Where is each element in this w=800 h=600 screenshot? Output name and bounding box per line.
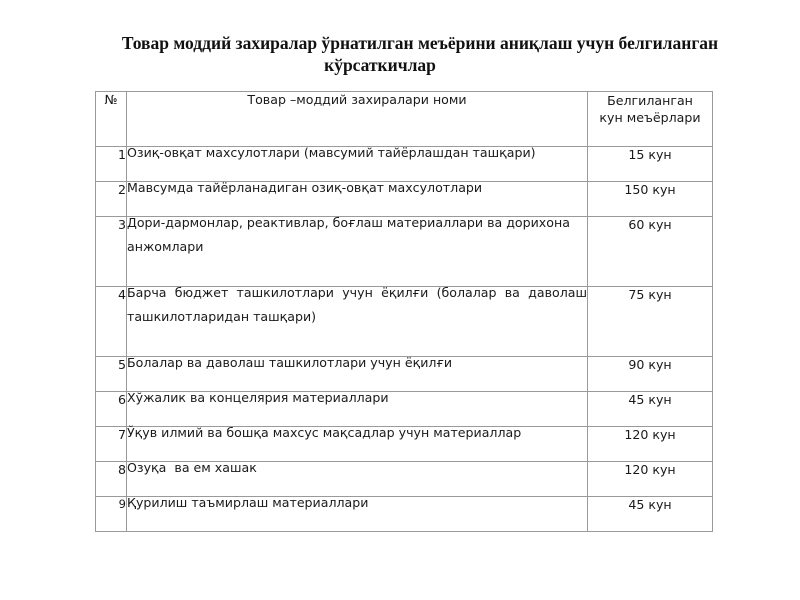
header-number: № [96,92,127,147]
row-norm-days: 90 кун [588,357,713,392]
row-item-name-text: Қурилиш таъмирлаш материаллари [127,495,369,510]
row-number: 9 [96,497,127,532]
row-item-name [127,217,588,287]
row-norm-days: 120 кун [588,427,713,462]
row-item-name-text: Мавсумда тайёрланадиган озиқ-овқат махсулотлари [127,180,483,195]
row-norm-days: 45 кун [588,497,713,532]
header-norm-days-line-2: кун меъёрлари [599,110,701,125]
row-item-name-text: Хўжалик ва концелярия материаллари [127,390,389,405]
row-number: 1 [96,147,127,182]
row-number: 8 [96,462,127,497]
row-norm-days: 15 кун [588,147,713,182]
table-row [96,217,713,287]
header-norm-days-line-1: Белгиланган [607,93,693,108]
row-item-name-text: Дори-дармонлар, реактивлар, боғлаш материаллари ва дорихона анжомлари [127,215,570,254]
row-number: 5 [96,357,127,392]
table-row [96,497,713,532]
header-norm-days [588,92,713,147]
row-item-name-text: Болалар ва даволаш ташкилотлари учун ёқилғи [127,355,453,370]
header-item-name: Товар –моддий захиралари номи [127,92,588,147]
row-norm-days: 60 кун [588,217,713,287]
document-title-line-1: Товар моддий захиралар ўрнатилган меъёрини аниқлаш учун белгиланган [121,33,719,53]
row-norm-days: 150 кун [588,182,713,217]
row-norm-days: 120 кун [588,462,713,497]
row-item-name [127,497,588,532]
row-item-name [127,287,588,357]
table-header-row [96,92,713,147]
row-item-name-text: Ўқув илмий ва бошқа махсус мақсадлар учун материаллар [127,425,522,440]
row-number: 3 [96,217,127,287]
row-number: 4 [96,287,127,357]
table-row [96,287,713,357]
document-title-line-2: кўрсаткичлар [324,55,436,75]
row-norm-days: 45 кун [588,392,713,427]
row-item-name-text: Озуқа ва ем хашак [127,460,257,475]
row-number: 2 [96,182,127,217]
row-norm-days: 75 кун [588,287,713,357]
row-number: 6 [96,392,127,427]
document-title [100,32,740,76]
row-item-name-text: Озиқ-овқат махсулотлари (мавсумий тайёрлашдан ташқари) [127,145,536,160]
row-item-name-text: Барча бюджет ташкилотлари учун ёқилғи (болалар ва даволаш ташкилотларидан ташқари) [127,285,587,324]
row-number: 7 [96,427,127,462]
norms-table [95,91,713,532]
